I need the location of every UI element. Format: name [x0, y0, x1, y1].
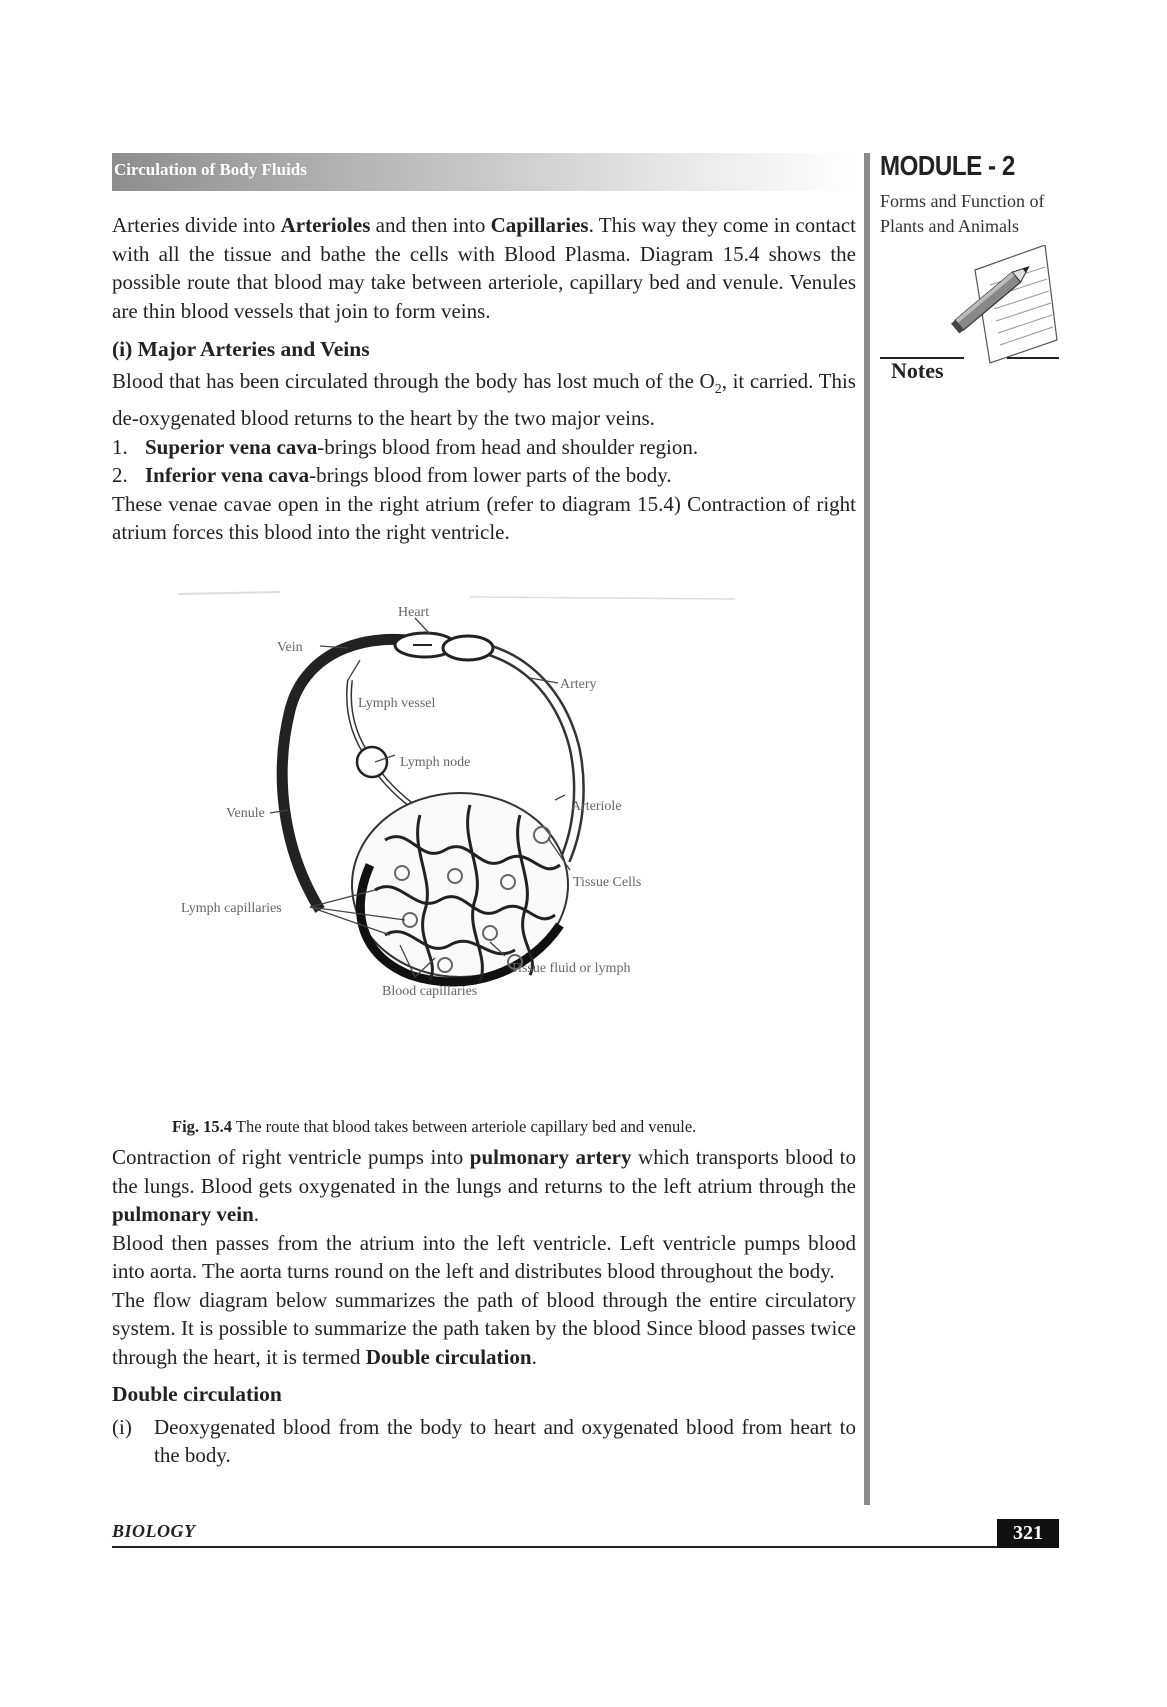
page-number: 321 — [997, 1519, 1059, 1548]
main-text-bottom — [112, 1143, 856, 1470]
figure-caption: Fig. 15.4 The route that blood takes between arteriole capillary bed and venule. — [172, 1117, 697, 1136]
label-blood-capillaries: Blood capillaries — [382, 984, 478, 999]
label-tissue-fluid: Tissue fluid or lymph — [510, 961, 631, 976]
module-title: MODULE - 2 — [880, 150, 1015, 181]
paragraph-left-ventricle: Blood then passes from the atrium into the left ventricle. Left ventricle pumps blood into aorta. The aorta turns round on the left and distributes blood throughout the body. — [112, 1230, 856, 1283]
paragraph-pulmonary: Contraction of right ventricle pumps into pulmonary artery which transports blood to the lungs. Blood gets oxygenated in the lungs and returns to the left atrium through the pulmonary vein. — [112, 1145, 856, 1226]
module-subject-line1: Forms and Function of — [880, 191, 1045, 211]
module-subject-line2: Plants and Animals — [880, 216, 1019, 236]
label-artery: Artery — [560, 677, 597, 692]
paragraph-venae-cavae: These venae cavae open in the right atrium (refer to diagram 15.4) Contraction of right atrium forces this blood into the right ventricle. — [112, 491, 856, 545]
label-lymph-capillaries: Lymph capillaries — [181, 901, 282, 916]
label-arteriole: Arteriole — [571, 799, 622, 814]
paragraph-arterioles: Arteries divide into Arterioles and then into Capillaries. This way they come in contact with all the tissue and bathe the cells with Blood Plasma. Diagram 15.4 shows the possible route that blood may take between arteriole, capillary bed and venule. Venules are thin blood vessels that join to form veins. — [112, 213, 856, 323]
label-tissue-cells: Tissue Cells — [573, 875, 642, 890]
list-item-superior: 1. Superior vena cava-brings blood from head and shoulder region. — [112, 434, 699, 459]
label-lymph-node: Lymph node — [400, 755, 471, 770]
paragraph-flow-diagram: The flow diagram below summarizes the path of blood through the entire circulatory system. It is possible to summarize the path taken by the blood Since blood passes twice through the heart, it is termed Double circulation. — [112, 1287, 856, 1369]
lymph-node-shape — [357, 747, 387, 777]
label-venule: Venule — [226, 806, 265, 821]
label-lymph-vessel: Lymph vessel — [358, 696, 436, 711]
label-vein: Vein — [277, 640, 303, 655]
double-circulation-item: (i) Deoxygenated blood from the body to heart and oxygenated blood from heart to the body. — [112, 1414, 856, 1467]
label-heart: Heart — [398, 605, 430, 620]
footer-subject: BIOLOGY — [112, 1521, 196, 1541]
section-title: Circulation of Body Fluids — [114, 160, 307, 179]
notes-rule-right — [1007, 357, 1059, 359]
module-subject — [880, 189, 1045, 239]
figure-15-4-diagram — [170, 590, 750, 1060]
margin-divider — [864, 153, 870, 1505]
footer-rule — [112, 1546, 1059, 1548]
heading-double-circulation: Double circulation — [112, 1382, 282, 1406]
notes-pencil-icon — [945, 245, 1060, 365]
heading-major-arteries: (i) Major Arteries and Veins — [112, 337, 370, 361]
notes-label: Notes — [891, 358, 944, 383]
list-item-inferior: 2. Inferior vena cava-brings blood from lower parts of the body. — [112, 463, 672, 488]
main-text-top — [112, 211, 856, 547]
paragraph-deoxygenated: Blood that has been circulated through the body has lost much of the $O_2$, it carried. This de-oxygenated blood returns to the heart by the two major veins. — [112, 368, 856, 431]
section-header-bar — [112, 153, 858, 191]
